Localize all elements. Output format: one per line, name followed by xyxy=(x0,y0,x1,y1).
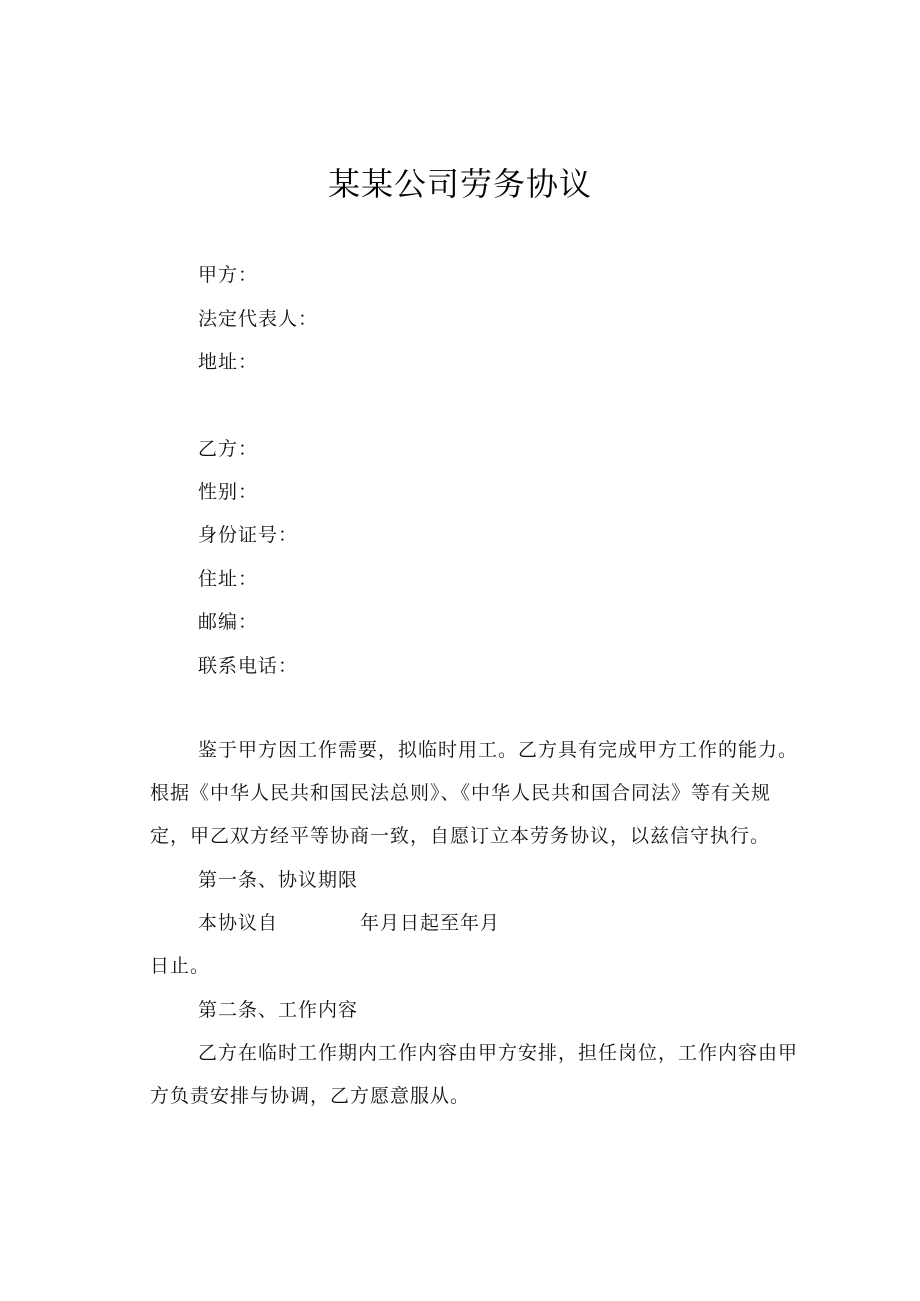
preamble-line-3: 定，甲乙双方经平等协商一致，自愿订立本劳务协议，以兹信守执行。 xyxy=(150,825,771,847)
party-b-gender-label: 性别： xyxy=(198,481,259,503)
party-b-phone-label: 联系电话： xyxy=(198,655,299,677)
party-b-name-label: 乙方： xyxy=(198,438,259,460)
party-a-legal-rep-label: 法定代表人： xyxy=(198,308,319,330)
party-b-id-label: 身份证号： xyxy=(198,524,299,546)
document-title: 某某公司劳务协议 xyxy=(327,165,592,203)
party-a-address-label: 地址： xyxy=(198,351,259,373)
article-1-end-text: 年月日起至年月 xyxy=(360,912,501,934)
party-b-postcode-label: 邮编： xyxy=(198,611,259,633)
article-1-heading: 第一条、协议期限 xyxy=(198,869,359,891)
preamble-line-2: 根据《中华人民共和国民法总则》、《中华人民共和国合同法》等有关规 xyxy=(150,782,772,804)
party-b-residence-label: 住址： xyxy=(198,568,259,590)
article-2-heading: 第二条、工作内容 xyxy=(198,999,359,1021)
article-1-line-1 xyxy=(198,910,500,936)
article-2-line-1: 乙方在临时工作期内工作内容由甲方安排，担任岗位，工作内容由甲 xyxy=(198,1042,799,1064)
preamble-line-1: 鉴于甲方因工作需要，拟临时用工。乙方具有完成甲方工作的能力。 xyxy=(198,739,799,761)
article-1-start-text: 本协议自 xyxy=(198,912,279,934)
article-1-line-2: 日止。 xyxy=(150,955,211,977)
article-2-line-2: 方负责安排与协调，乙方愿意服从。 xyxy=(150,1085,471,1107)
party-a-name-label: 甲方： xyxy=(198,264,259,286)
